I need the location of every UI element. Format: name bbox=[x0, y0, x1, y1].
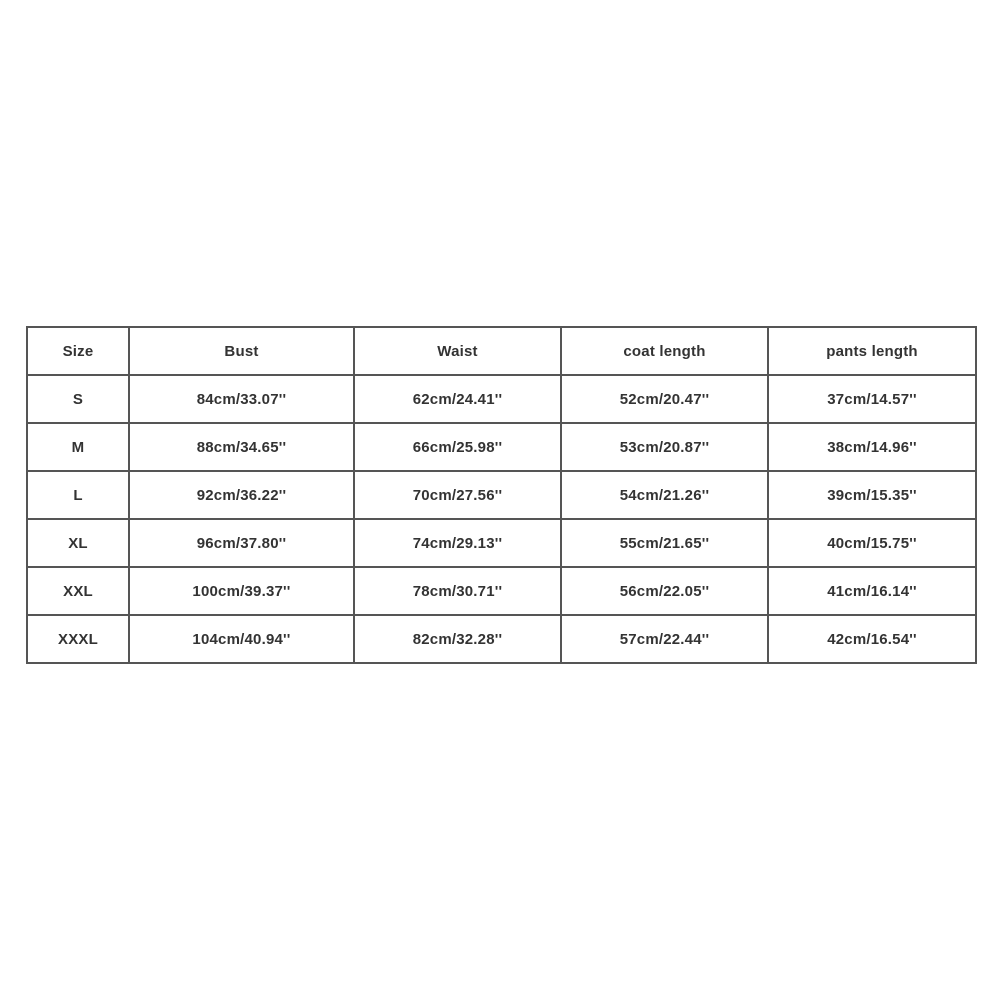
bust-value: 100cm/39.37'' bbox=[129, 567, 354, 615]
bust-value: 84cm/33.07'' bbox=[129, 375, 354, 423]
size-label: XXXL bbox=[27, 615, 129, 663]
table-row-xxl bbox=[27, 567, 976, 615]
pants-length-value: 39cm/15.35'' bbox=[768, 471, 976, 519]
size-label: XL bbox=[27, 519, 129, 567]
size-label: S bbox=[27, 375, 129, 423]
pants-length-value: 40cm/15.75'' bbox=[768, 519, 976, 567]
size-label: M bbox=[27, 423, 129, 471]
column-header-waist: Waist bbox=[354, 327, 561, 375]
coat-length-value: 53cm/20.87'' bbox=[561, 423, 768, 471]
waist-value: 82cm/32.28'' bbox=[354, 615, 561, 663]
table-row-s bbox=[27, 375, 976, 423]
size-label: XXL bbox=[27, 567, 129, 615]
header-row bbox=[27, 327, 976, 375]
table-row-xxxl bbox=[27, 615, 976, 663]
coat-length-value: 55cm/21.65'' bbox=[561, 519, 768, 567]
column-header-coat-length: coat length bbox=[561, 327, 768, 375]
pants-length-value: 37cm/14.57'' bbox=[768, 375, 976, 423]
pants-length-value: 42cm/16.54'' bbox=[768, 615, 976, 663]
waist-value: 62cm/24.41'' bbox=[354, 375, 561, 423]
waist-value: 66cm/25.98'' bbox=[354, 423, 561, 471]
bust-value: 104cm/40.94'' bbox=[129, 615, 354, 663]
waist-value: 70cm/27.56'' bbox=[354, 471, 561, 519]
coat-length-value: 56cm/22.05'' bbox=[561, 567, 768, 615]
size-chart-table bbox=[26, 326, 977, 664]
pants-length-value: 38cm/14.96'' bbox=[768, 423, 976, 471]
table-row-m bbox=[27, 423, 976, 471]
bust-value: 92cm/36.22'' bbox=[129, 471, 354, 519]
column-header-size: Size bbox=[27, 327, 129, 375]
coat-length-value: 52cm/20.47'' bbox=[561, 375, 768, 423]
coat-length-value: 54cm/21.26'' bbox=[561, 471, 768, 519]
column-header-pants-length: pants length bbox=[768, 327, 976, 375]
bust-value: 96cm/37.80'' bbox=[129, 519, 354, 567]
column-header-bust: Bust bbox=[129, 327, 354, 375]
pants-length-value: 41cm/16.14'' bbox=[768, 567, 976, 615]
size-label: L bbox=[27, 471, 129, 519]
coat-length-value: 57cm/22.44'' bbox=[561, 615, 768, 663]
bust-value: 88cm/34.65'' bbox=[129, 423, 354, 471]
waist-value: 78cm/30.71'' bbox=[354, 567, 561, 615]
waist-value: 74cm/29.13'' bbox=[354, 519, 561, 567]
table-row-xl bbox=[27, 519, 976, 567]
table-row-l bbox=[27, 471, 976, 519]
